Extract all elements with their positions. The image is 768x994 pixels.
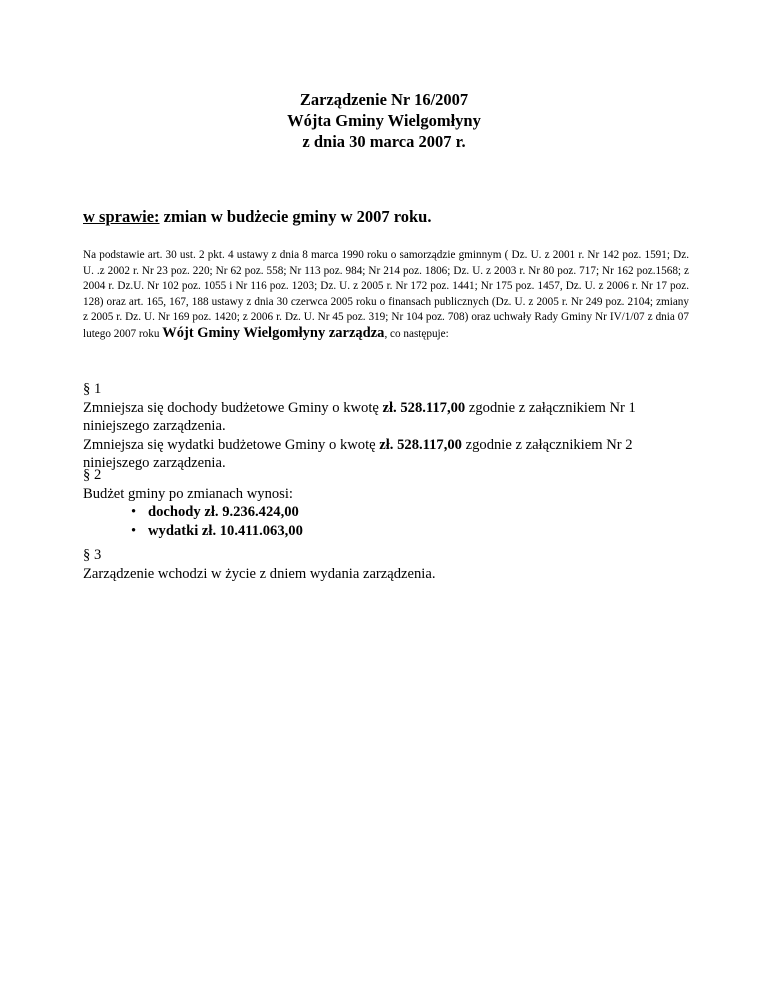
section-1-mark: § 1 <box>83 381 102 397</box>
expense-change-amount: zł. 528.117,00 <box>379 436 462 453</box>
expense-change-text: Zmniejsza się wydatki budżetowe Gminy o kwotę <box>83 436 380 453</box>
list-item <box>83 503 689 522</box>
authority-phrase: Wójt Gminy Wielgomłyny zarządza <box>162 324 385 341</box>
section-3-mark: § 3 <box>83 547 102 563</box>
section-2 <box>83 466 689 540</box>
subject-text: zmian w budżecie gminy w 2007 roku. <box>159 207 432 226</box>
income-change-text: Zmniejsza się dochody budżetowe Gminy o kwotę <box>83 399 383 416</box>
income-change-annex: zgodnie z załącznikiem Nr 1 niniejszego zarządzenia. <box>83 399 636 435</box>
budget-expense-total: wydatki zł. 10.411.063,00 <box>148 522 303 539</box>
section-1 <box>83 380 689 473</box>
section-3 <box>83 546 689 583</box>
subject-line <box>83 206 703 227</box>
document-header <box>0 89 768 152</box>
budget-income-total: dochody zł. 9.236.424,00 <box>148 504 299 521</box>
ordinance-number: Zarządzenie Nr 16/2007 <box>299 90 469 109</box>
bullet-icon: • <box>131 522 137 539</box>
issue-date: z dnia 30 marca 2007 r. <box>302 132 466 151</box>
legal-basis-paragraph <box>83 248 689 343</box>
issuer: Wójta Gminy Wielgomłyny <box>287 111 481 130</box>
expense-change-annex: zgodnie z załącznikiem Nr 2 niniejszego zarządzenia. <box>83 436 633 472</box>
budget-list <box>83 503 689 540</box>
budget-intro: Budżet gminy po zmianach wynosi: <box>83 485 293 502</box>
list-item <box>83 522 689 541</box>
income-change-amount: zł. 528.117,00 <box>382 399 466 416</box>
entry-into-force: Zarządzenie wchodzi w życie z dniem wydania zarządzenia. <box>83 565 436 582</box>
legal-basis-text: Na podstawie art. 30 ust. 2 pkt. 4 ustawy z dnia 8 marca 1990 roku o samorządzie gminnym ( Dz. U. z 2001 r. Nr 142 poz. 1591; Dz. U. .z 2002 r. Nr 23 poz. 220; Nr 62 poz. 558; Nr 113 poz. 984; Nr 214 poz. 1806; Dz. U. z 2003 r. Nr 80 poz. 717; Nr 162 poz.1568; z 2004 r. Dz.U. Nr 102 poz. 1055 i Nr 116 poz. 1203; Dz. U. z 2005 r. Nr 172 poz. 1441; Nr 175 poz. 1457, Dz. U. z 2006 r. Nr 17 poz. 128) oraz art. 165, 167, 188 ustawy z dnia 30 czerwca 2005 roku o finansach publicznych (Dz. U. z 2005 r. Nr 249 poz. 2104; zmiany z 2005 r. Dz. U. Nr 169 poz. 1420; z 2006 r. Dz. U. Nr 45 poz. 319; Nr 104 poz. 708) oraz uchwały Rady Gminy Nr IV/1/07 z dnia 07 lutego 2007 roku <box>83 249 689 340</box>
bullet-icon: • <box>131 504 137 521</box>
subject-prefix: w sprawie: <box>83 207 160 226</box>
section-2-mark: § 2 <box>83 467 102 483</box>
income-change <box>83 399 689 436</box>
legal-basis-suffix: , co następuje: <box>384 327 449 340</box>
